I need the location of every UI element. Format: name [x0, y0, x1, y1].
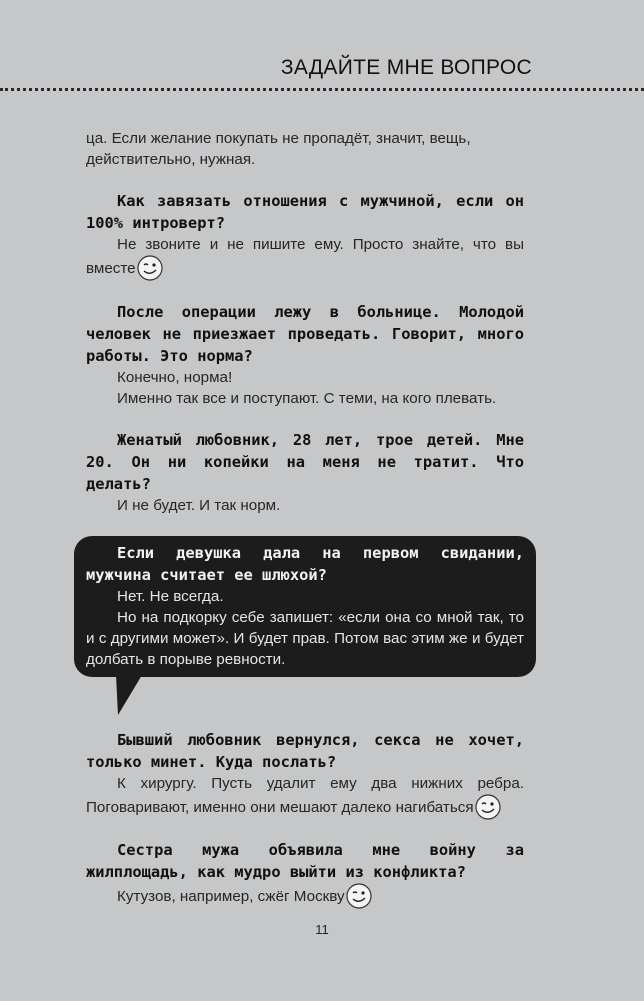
intro-line: ца. Если желание покупать не пропадёт, значит, вещь,	[86, 130, 471, 147]
answer: И не будет. И так норм.	[117, 497, 281, 514]
page-body	[86, 128, 524, 909]
header-dotted-rule	[0, 88, 644, 91]
answer: Не звоните и не пишите ему. Просто знайте, что вы вместе	[86, 234, 524, 281]
answer: К хирургу. Пусть удалит ему два нижних ребра. Поговаривают, именно они мешают далеко нагибаться	[86, 773, 524, 820]
question: Бывший любовник вернулся, секса не хочет, только минет. Куда послать?	[86, 731, 524, 771]
answer: Кутузов, например, сжёг Москву	[86, 883, 524, 909]
question: Если девушка дала на первом свидании, мужчина считает ее шлюхой?	[86, 544, 524, 584]
wink-emoji-icon	[475, 794, 501, 820]
wink-emoji-icon	[137, 255, 163, 281]
question: Сестра мужа объявила мне войну за жилплощадь, как мудро выйти из конфликта?	[86, 841, 524, 881]
question: Женатый любовник, 28 лет, трое детей. Мне 20. Он ни копейки на меня не тратит. Что делать?	[86, 431, 524, 493]
wink-emoji-icon	[346, 883, 372, 909]
speech-bubble-tail	[116, 675, 142, 715]
question: Как завязать отношения с мужчиной, если он 100% интроверт?	[86, 192, 524, 232]
page-number: 11	[315, 922, 329, 937]
answer: Именно так все и поступают. С теми, на кого плевать.	[117, 390, 497, 407]
running-header: ЗАДАЙТЕ МНЕ ВОПРОС	[280, 56, 532, 79]
highlighted-speech-bubble	[74, 536, 536, 677]
answer: Но на подкорку себе запишет: «если она со мной так, то и с другими может». И будет прав. Потом вас этим же и будет долбать в порыве ревности.	[86, 609, 524, 668]
question: После операции лежу в больнице. Молодой человек не приезжает проведать. Говорит, много работы. Это норма?	[86, 303, 524, 365]
answer: Нет. Не всегда.	[117, 588, 224, 605]
answer: Конечно, норма!	[117, 369, 233, 386]
intro-line: действительно, нужная.	[86, 151, 256, 168]
